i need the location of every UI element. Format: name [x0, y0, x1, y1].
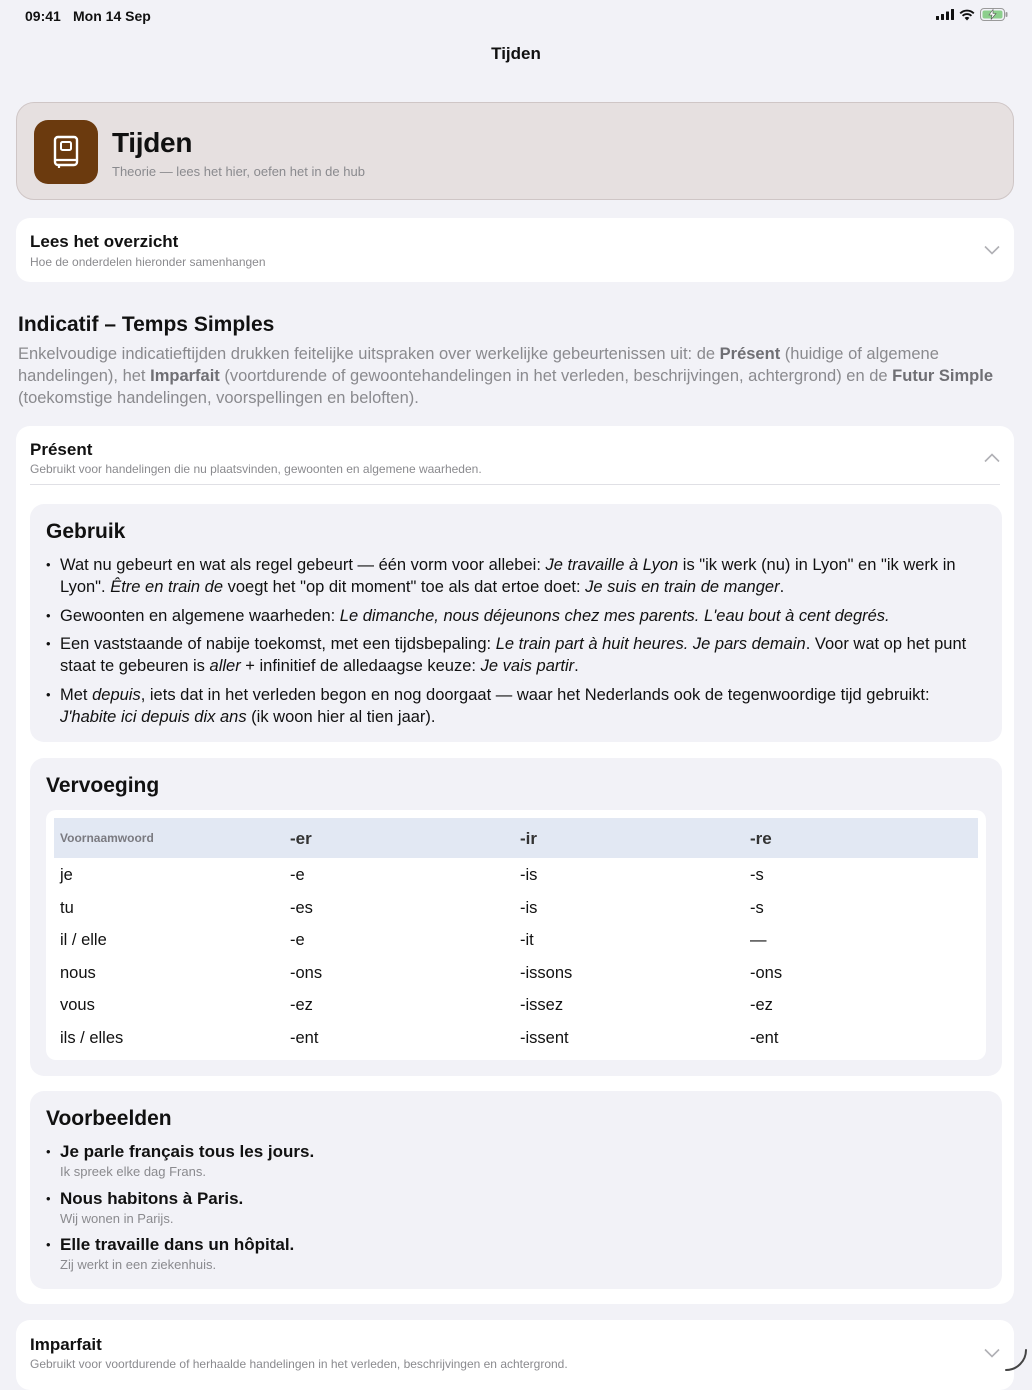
usage-panel	[30, 504, 1002, 742]
table-cell-ending: -ent	[290, 1028, 319, 1047]
example-dutch: Ik spreek elke dag Frans.	[60, 1164, 206, 1179]
table-cell-ending: —	[750, 931, 767, 949]
example-french: • Elle travaille dans un hôpital.	[60, 1235, 295, 1254]
table-cell-pronoun: je	[60, 866, 73, 884]
table-cell-ending: -ez	[750, 996, 773, 1014]
imparfait-disclosure[interactable]	[16, 1320, 1014, 1390]
chevron-up-icon[interactable]	[984, 453, 1000, 463]
conjugation-panel	[30, 758, 1002, 1076]
table-cell-ending: -e	[290, 866, 305, 884]
wifi-icon	[959, 9, 975, 21]
status-bar	[0, 0, 1032, 32]
usage-item: • Gewoonten en algemene waarheden: Le dimanche, nous déjeunons chez mes parents. L'eau bout à cent degrés.	[46, 605, 986, 627]
imparfait-title: Imparfait	[30, 1335, 102, 1354]
example-item	[46, 1141, 986, 1188]
example-dutch: Wij wonen in Parijs.	[60, 1210, 174, 1226]
table-cell-ending: -ons	[290, 963, 323, 982]
section-title: Indicatif – Temps Simples	[18, 313, 275, 336]
examples-title: Voorbeelden	[46, 1107, 172, 1130]
activity-indicator-icon	[1000, 1346, 1030, 1374]
chevron-down-icon[interactable]	[984, 1348, 1000, 1358]
table-cell-pronoun: ils / elles	[60, 1028, 124, 1047]
status-icons	[936, 8, 1008, 21]
usage-title: Gebruik	[46, 520, 126, 543]
header-er: -er	[290, 829, 312, 848]
header-re: -re	[750, 829, 772, 848]
present-subtitle: Gebruikt voor handelingen die nu plaatsvinden, gewoonten en algemene waarheden.	[30, 462, 482, 476]
conjugation-title: Vervoeging	[46, 774, 160, 797]
table-cell-ending: -ent	[750, 1028, 779, 1047]
table-cell-ending: -issent	[520, 1028, 569, 1047]
present-title[interactable]: Présent	[30, 440, 93, 459]
book-icon	[34, 120, 98, 184]
example-item	[46, 1188, 986, 1235]
table-cell-pronoun: vous	[60, 996, 95, 1014]
chevron-down-icon[interactable]	[984, 245, 1000, 255]
hero-subtitle: Theorie — lees het hier, oefen het in de hub	[112, 164, 365, 179]
table-cell-pronoun: nous	[60, 963, 96, 982]
cellular-signal-icon	[936, 9, 954, 20]
usage-item: • Met depuis, iets dat in het verleden begon en nog doorgaat — waar het Nederlands ook de tegenwoordige tijd gebruikt: J'habite ici depuis dix ans (ik woon hier al tien jaar).	[46, 684, 986, 728]
table-cell-ending: -s	[750, 898, 764, 917]
examples-panel	[30, 1091, 1002, 1289]
table-cell-ending: -e	[290, 931, 305, 949]
table-cell-ending: -issez	[520, 996, 564, 1014]
usage-item: • Wat nu gebeurt en wat als regel gebeurt — één vorm voor allebei: Je travaille à Lyon is "ik werk (nu) in Lyon" en "ik werk in Lyon". Être en train de voegt het "op dit moment" toe als dat ertoe doet: Je suis en train de manger.	[46, 554, 986, 598]
example-dutch: Zij werkt in een ziekenhuis.	[60, 1257, 217, 1272]
table-cell-ending: -s	[750, 866, 764, 884]
overview-title: Lees het overzicht	[30, 232, 179, 251]
status-time: 09:41	[25, 8, 61, 24]
usage-list	[46, 554, 986, 734]
table-cell-ending: -es	[290, 898, 313, 917]
example-item	[46, 1234, 986, 1281]
header-ir: -ir	[520, 829, 537, 848]
overview-disclosure[interactable]	[16, 218, 1014, 282]
usage-item: • Een vaststaande of nabije toekomst, met een tijdsbepaling: Le train part à huit heures. Je pars demain. Voor wat op het punt staat te gebeuren is aller + infinitief de alledaagse keuze: Je vais partir.	[46, 633, 986, 677]
conjugation-table	[46, 810, 986, 1060]
table-cell-ending: -issons	[520, 963, 573, 982]
hero-card	[16, 102, 1014, 200]
overview-subtitle: Hoe de onderdelen hieronder samenhangen	[30, 255, 266, 269]
hero-title: Tijden	[112, 127, 193, 158]
section-description: Enkelvoudige indicatieftijden drukken feitelijke uitspraken over werkelijke gebeurtenissen uit: de Présent (huidige of algemene handelingen), het Imparfait (voortdurende of gewoontehandelingen in het verleden, beschrijvingen, achtergrond) en de Futur Simple (toekomstige handelingen, voorspellingen en beloften).	[18, 345, 994, 407]
table-header	[54, 818, 978, 858]
table-cell-pronoun: tu	[60, 898, 74, 917]
table-cell-ending: -ons	[750, 963, 783, 982]
table-cell-ending: -ez	[290, 996, 313, 1014]
header-pronoun: Voornaamwoord	[60, 831, 154, 845]
table-cell-pronoun: il / elle	[60, 931, 107, 949]
examples-list	[46, 1141, 986, 1281]
divider	[30, 484, 1000, 485]
example-french: • Je parle français tous les jours.	[60, 1142, 315, 1161]
table-cell-ending: -it	[520, 931, 534, 949]
nav-title: Tijden	[491, 44, 541, 63]
imparfait-subtitle: Gebruikt voor voortdurende of herhaalde handelingen in het verleden, beschrijvingen en achtergrond.	[30, 1357, 568, 1371]
table-cell-ending: -is	[520, 898, 538, 917]
example-french: • Nous habitons à Paris.	[60, 1188, 244, 1208]
status-date: Mon 14 Sep	[73, 8, 151, 24]
battery-charging-icon	[980, 8, 1008, 21]
table-cell-ending: -is	[520, 866, 538, 884]
